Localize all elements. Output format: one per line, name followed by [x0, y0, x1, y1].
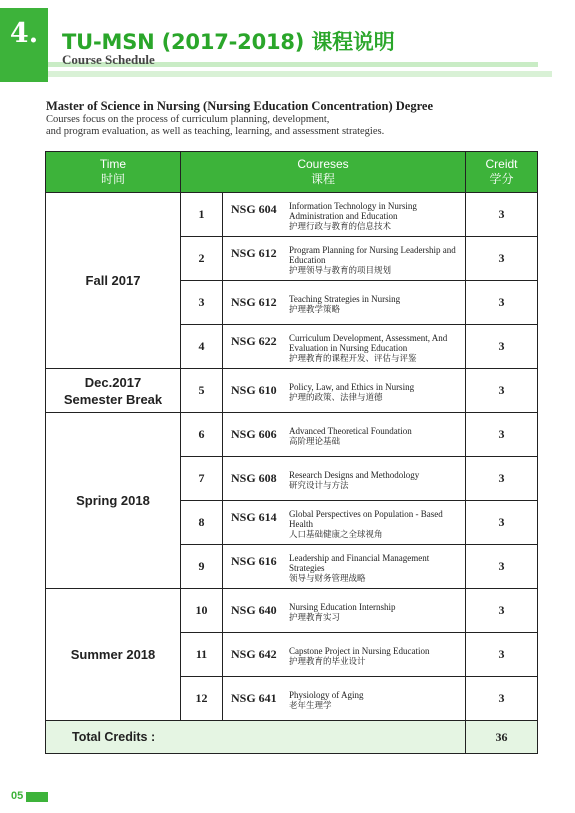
course-description	[287, 382, 414, 403]
header-courses	[181, 152, 466, 193]
course-title-zh: 护理教学策略	[289, 304, 341, 315]
table-row	[46, 413, 538, 457]
course-title-en: Physiology of Aging	[289, 690, 364, 700]
course-title-zh: 护理行政与教育的信息技术	[289, 221, 392, 232]
term-label	[46, 369, 181, 413]
course-number: 11	[181, 633, 223, 677]
course-title-en: Teaching Strategies in Nursing	[289, 294, 401, 304]
course-description	[287, 470, 419, 491]
header-courses-zh: 课程	[311, 172, 336, 186]
total-credits-value: 36	[466, 721, 538, 754]
course-description	[287, 509, 459, 541]
page-subtitle: Course Schedule	[62, 52, 155, 67]
course-title-en: Global Perspectives on Population - Based Health	[289, 508, 443, 530]
course-number: 3	[181, 281, 223, 325]
course-number: 4	[181, 325, 223, 369]
course-cell	[223, 325, 466, 369]
course-number: 2	[181, 237, 223, 281]
page-number-bar	[26, 792, 48, 802]
course-title-zh: 研究设计与方法	[289, 480, 349, 491]
course-content	[223, 422, 465, 447]
table-header-row	[46, 152, 538, 193]
course-number: 1	[181, 193, 223, 237]
course-code: NSG 612	[231, 245, 277, 260]
header-credit-zh: 学分	[489, 172, 514, 186]
course-title-zh: 护理教育实习	[289, 612, 341, 623]
course-number: 8	[181, 501, 223, 545]
total-row	[46, 721, 538, 754]
course-content	[223, 505, 465, 541]
course-description	[287, 245, 459, 277]
course-code: NSG 612	[231, 295, 277, 309]
course-content	[223, 466, 465, 491]
term-label	[46, 413, 181, 589]
course-credit: 3	[466, 369, 538, 413]
course-content	[223, 241, 465, 277]
course-number: 12	[181, 677, 223, 721]
course-cell	[223, 545, 466, 589]
section-number: 4.	[0, 8, 48, 82]
header-credit-en: Creidt	[485, 157, 518, 171]
course-code: NSG 622	[231, 333, 277, 348]
term-label-line: Summer 2018	[70, 647, 156, 662]
course-title-en: Capstone Project in Nursing Education	[289, 646, 430, 656]
course-content	[223, 549, 465, 585]
title-underline	[48, 71, 552, 77]
course-number: 10	[181, 589, 223, 633]
course-credit: 3	[466, 457, 538, 501]
course-description	[287, 333, 459, 365]
course-code: NSG 608	[231, 471, 277, 485]
course-cell	[223, 501, 466, 545]
course-content	[223, 642, 465, 667]
course-code: NSG 606	[231, 427, 277, 441]
course-cell	[223, 281, 466, 325]
header-time	[46, 152, 181, 193]
page-title: TU-MSN (2017-2018) 课程说明	[62, 30, 395, 54]
course-cell	[223, 633, 466, 677]
header-courses-en: Coureses	[297, 157, 349, 171]
header-time-zh: 时间	[100, 172, 125, 186]
course-title-en: Leadership and Financial Management Strategies	[289, 552, 430, 574]
course-credit: 3	[466, 677, 538, 721]
course-description	[287, 602, 395, 623]
course-content	[223, 378, 465, 403]
term-label-line: Semester Break	[63, 391, 163, 407]
course-credit: 3	[466, 281, 538, 325]
course-cell	[223, 193, 466, 237]
course-number: 6	[181, 413, 223, 457]
course-credit: 3	[466, 633, 538, 677]
term-label	[46, 193, 181, 369]
course-credit: 3	[466, 501, 538, 545]
header-time-en: Time	[99, 157, 127, 171]
course-description	[287, 426, 412, 447]
course-title-en: Program Planning for Nursing Leadership and Education	[289, 244, 456, 266]
course-cell	[223, 237, 466, 281]
course-title-en: Research Designs and Methodology	[289, 470, 420, 480]
course-credit: 3	[466, 193, 538, 237]
course-credit: 3	[466, 545, 538, 589]
course-schedule-table	[45, 151, 538, 754]
course-content	[223, 329, 465, 365]
course-description	[287, 294, 400, 315]
intro-line: and program evaluation, as well as teaching, learning, and assessment strategies.	[46, 126, 385, 137]
term-label	[46, 589, 181, 721]
course-credit: 3	[466, 413, 538, 457]
course-number: 9	[181, 545, 223, 589]
course-code: NSG 641	[231, 691, 277, 705]
term-label-line: Spring 2018	[76, 493, 150, 508]
course-content	[223, 598, 465, 623]
course-credit: 3	[466, 325, 538, 369]
course-code: NSG 642	[231, 647, 277, 661]
table-body	[46, 193, 538, 721]
course-title-zh: 护理教育的课程开发、评估与评鉴	[289, 353, 417, 364]
course-code: NSG 616	[231, 553, 277, 568]
course-code: NSG 640	[231, 603, 277, 617]
course-title-en: Policy, Law, and Ethics in Nursing	[289, 382, 415, 392]
course-credit: 3	[466, 237, 538, 281]
course-title-zh: 护理的政策、法律与道德	[289, 392, 383, 403]
intro	[46, 99, 546, 138]
table-row	[46, 369, 538, 413]
course-cell	[223, 589, 466, 633]
title-bar	[48, 22, 538, 67]
course-number: 7	[181, 457, 223, 501]
course-title-zh: 护理领导与教育的项目规划	[289, 265, 392, 276]
course-credit: 3	[466, 589, 538, 633]
course-title-en: Nursing Education Internship	[289, 602, 396, 612]
course-description	[287, 690, 364, 711]
course-title-zh: 人口基础健康之全球视角	[289, 529, 383, 540]
page-number: 05	[11, 790, 24, 802]
course-cell	[223, 677, 466, 721]
course-code: NSG 614	[231, 509, 277, 524]
course-number: 5	[181, 369, 223, 413]
course-description	[287, 201, 459, 233]
total-credits-label: Total Credits :	[46, 721, 466, 754]
course-description	[287, 646, 429, 667]
course-code: NSG 604	[231, 201, 277, 216]
course-title-en: Information Technology in Nursing Administration and Education	[289, 200, 417, 222]
table-row	[46, 589, 538, 633]
course-cell	[223, 457, 466, 501]
course-cell	[223, 413, 466, 457]
intro-line: Courses focus on the process of curriculum planning, development,	[46, 114, 330, 125]
course-cell	[223, 369, 466, 413]
course-description	[287, 553, 459, 585]
term-label-line: Fall 2017	[85, 273, 141, 288]
course-title-en: Advanced Theoretical Foundation	[289, 426, 412, 436]
term-label-line: Dec.2017	[84, 374, 142, 390]
course-title-zh: 老年生理学	[289, 700, 332, 711]
course-title-zh: 高阶理论基础	[289, 436, 341, 447]
course-content	[223, 197, 465, 233]
table-row	[46, 193, 538, 237]
course-code: NSG 610	[231, 383, 277, 397]
course-content	[223, 686, 465, 711]
header-credit	[466, 152, 538, 193]
course-title-zh: 护理教育的毕业设计	[289, 656, 366, 667]
course-content	[223, 290, 465, 315]
course-title-en: Curriculum Development, Assessment, And Evaluation in Nursing Education	[289, 332, 448, 354]
course-title-zh: 领导与财务管理战略	[289, 573, 366, 584]
intro-heading: Master of Science in Nursing (Nursing Education Concentration) Degree	[46, 99, 434, 113]
